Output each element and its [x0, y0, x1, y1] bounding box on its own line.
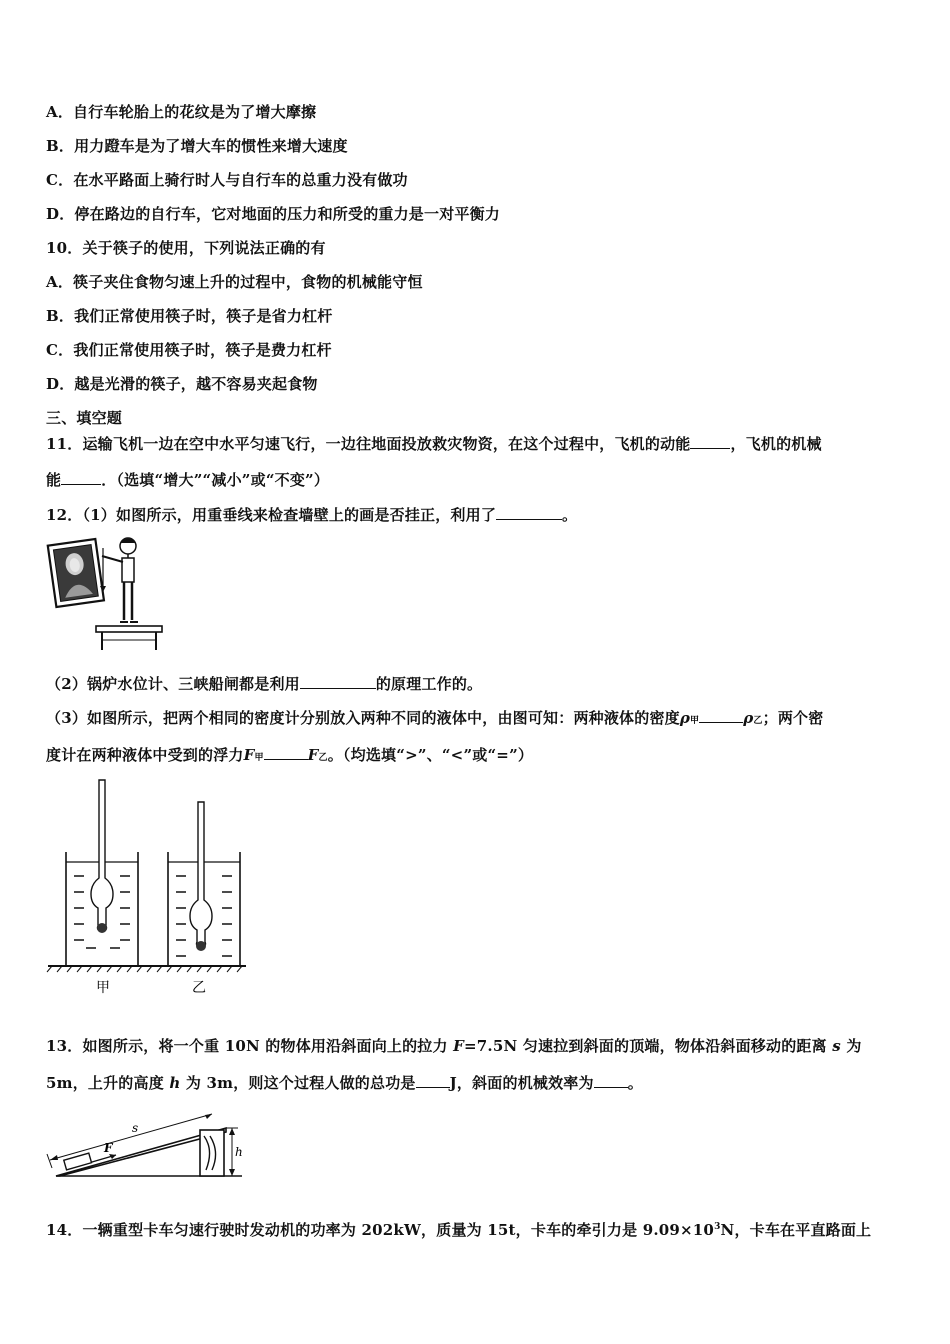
sub-yi-2: 乙	[318, 753, 328, 763]
q12-blank-3	[699, 708, 743, 723]
q11-blank-1	[690, 434, 730, 449]
q11-line1	[46, 434, 822, 454]
q13-line1	[46, 1036, 862, 1056]
q13-text-5: 为 3m，则这个过程人做的总功是	[180, 1074, 416, 1092]
q12-text-1: 12．（1）如图所示，用重垂线来检查墙壁上的画是否挂正，利用了	[46, 506, 497, 524]
q12-text-5: （3）如图所示，把两个相同的密度计分别放入两种不同的液体中，由图可知：两种液体的密度	[46, 709, 680, 727]
q12-part2	[46, 674, 482, 694]
q12-text-3: （2）锅炉水位计、三峡船闸都是利用	[46, 675, 300, 693]
fig-label-F: F	[104, 1141, 113, 1155]
q13-blank-2	[594, 1073, 628, 1088]
q10-option-a: A．筷子夹住食物匀速上升的过程中，食物的机械能守恒	[46, 273, 423, 291]
q9-option-d: D．停在路边的自行车，它对地面的压力和所受的重力是一对平衡力	[46, 205, 501, 223]
q13-text-4: 5m，上升的高度	[46, 1074, 170, 1092]
q12-part3-line1	[46, 708, 823, 731]
q9-option-b: B．用力蹬车是为了增大车的惯性来增大速度	[46, 137, 348, 155]
rho-symbol-1: ρ	[679, 709, 691, 727]
q13-text-7: 。	[627, 1074, 643, 1092]
q12-text-7: 度计在两种液体中受到的浮力	[46, 746, 244, 764]
q14-text-2: N，卡车在平直路面上	[720, 1221, 872, 1239]
q12-text-4: 的原理工作的。	[375, 675, 483, 693]
sub-yi-1: 乙	[753, 716, 763, 726]
q13-text-1: 13．如图所示，将一个重 10N 的物体用沿斜面向上的拉力	[46, 1037, 454, 1055]
sub-jia-2: 甲	[254, 753, 264, 763]
q11-text-2: ，飞机的机械	[730, 435, 822, 453]
q12-blank-2	[300, 674, 376, 689]
q11-line2	[46, 470, 329, 490]
section-heading: 三、填空题	[46, 409, 123, 427]
q12-text-2: 。	[562, 506, 578, 524]
q13-s: s	[832, 1037, 841, 1055]
plumb-line-figure	[46, 534, 166, 654]
hydrometer-figure	[46, 780, 256, 1000]
q10-stem: 10．关于筷子的使用，下列说法正确的有	[46, 239, 326, 257]
q14-exponent: 3	[714, 1222, 721, 1232]
f-symbol-1: F	[243, 746, 255, 764]
q12-part3-line2	[46, 745, 533, 768]
q12-text-6: ；两个密	[762, 709, 824, 727]
q10-option-c: C．我们正常使用筷子时，筷子是费力杠杆	[46, 341, 332, 359]
q13-text-3: 为	[840, 1037, 862, 1055]
q12-text-8: 。（均选填“>”、“<”或“=”）	[327, 746, 534, 764]
q14-text-1: 14．一辆重型卡车匀速行驶时发动机的功率为 202kW，质量为 15t，卡车的牵引力是 9.09×10	[46, 1221, 715, 1239]
q10-option-b: B．我们正常使用筷子时，筷子是省力杠杆	[46, 307, 333, 325]
label-yi: 乙	[192, 980, 206, 996]
q13-text-2: =7.5N 匀速拉到斜面的顶端，物体沿斜面移动的距离	[464, 1037, 833, 1055]
q11-blank-2	[61, 470, 101, 485]
q13-line2	[46, 1073, 643, 1093]
q10-option-d: D．越是光滑的筷子，越不容易夹起食物	[46, 375, 318, 393]
q13-F: F	[453, 1037, 464, 1055]
q11-text-4: ．（选填“增大”“减小”或“不变”）	[101, 471, 330, 489]
incline-figure	[46, 1110, 246, 1180]
q11-text-3: 能	[46, 471, 62, 489]
sub-jia-1: 甲	[690, 716, 700, 726]
fig-label-s: s	[132, 1121, 139, 1135]
q13-h: h	[169, 1074, 181, 1092]
q9-option-c: C．在水平路面上骑行时人与自行车的总重力没有做功	[46, 171, 408, 189]
q9-option-a: A．自行车轮胎上的花纹是为了增大摩擦	[46, 103, 317, 121]
q12-blank-4	[264, 745, 308, 760]
rho-symbol-2: ρ	[743, 709, 754, 727]
fig-label-h: h	[235, 1145, 243, 1159]
q13-blank-1	[416, 1073, 450, 1088]
q12-blank-1	[496, 505, 562, 520]
q13-text-6: J，斜面的机械效率为	[449, 1074, 594, 1092]
f-symbol-2: F	[307, 746, 319, 764]
q12-part1	[46, 505, 577, 525]
q14-line1	[46, 1217, 871, 1240]
q11-text-1: 11．运输飞机一边在空中水平匀速飞行，一边往地面投放救灾物资，在这个过程中，飞机的动能	[46, 435, 691, 453]
label-jia: 甲	[96, 980, 110, 996]
